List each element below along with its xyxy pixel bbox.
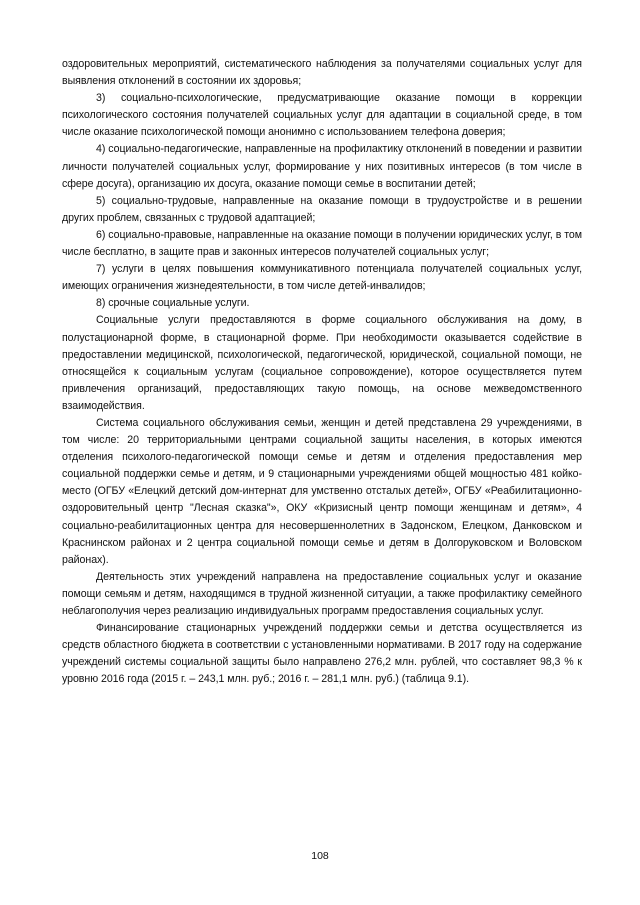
page-number: 108 [311,850,329,862]
paragraph-continuation: оздоровительных мероприятий, систематического наблюдения за получателями социальных услуг для выявления отклонений в состоянии их здоровья; [62,58,582,88]
body-text [62,56,582,688]
paragraph-item-8: 8) срочные социальные услуги. [96,297,250,310]
paragraph-item-7: 7) услуги в целях повышения коммуникативного потенциала получателей социальных услуг, имеющих ограничения жизнедеятельности, в том числе детей-инвалидов; [62,263,582,293]
paragraph-system-institutions: Система социального обслуживания семьи, женщин и детей представлена 29 учреждениями, в том числе: 20 территориальными центрами социальной защиты населения, в которых имеются отделения психолого-педагогической помощи семье и детям и отделения предоставления мер социальной поддержки семье и детям, и 9 стационарными учреждениями общей мощностью 481 койко-место (ОГБУ «Елецкий детский дом-интернат для умственно отсталых детей», ОГБУ «Реабилитационно-оздоровительный центр "Лесная сказка"», ОКУ «Кризисный центр помощи женщинам и детям», 4 социально-реабилитационных центра для несовершеннолетних в Задонском, Елецком, Данковском и Краснинском районах и 2 центра социальной помощи семье и детям в Долгоруковском и Воловском районах). [62,416,582,566]
paragraph-item-3: 3) социально-психологические, предусматривающие оказание помощи в коррекции психологического состояния получателей социальных услуг для адаптации в социальной среде, в том числе оказание психологической помощи анонимно с использованием телефона доверия; [62,92,582,139]
paragraph-service-forms: Социальные услуги предоставляются в форме социального обслуживания на дому, в полустационарной форме, в стационарной форме. При необходимости оказывается содействие в предоставлении медицинской, психологической, педагогической, юридической, социальной помощи, не относящейся к социальным услугам (социальное сопровождение), которое осуществляется путем привлечения организаций, предоставляющих такую помощь, на основе межведомственного взаимодействия. [62,314,582,412]
paragraph-item-4: 4) социально-педагогические, направленные на профилактику отклонений в поведении и развитии личности получателей социальных услуг, формирование у них позитивных интересов (в том числе в сфере досуга), организацию их досуга, оказание помощи семье в воспитании детей; [62,143,582,190]
paragraph-activity: Деятельность этих учреждений направлена на предоставление социальных услуг и оказание помощи семьям и детям, находящимся в трудной жизненной ситуации, а также профилактику семейного неблагополучия через реализацию индивидуальных программ предоставления социальных услуг. [62,570,582,617]
paragraph-financing: Финансирование стационарных учреждений поддержки семьи и детства осуществляется из средств областного бюджета в соответствии с установленными нормативами. В 2017 году на содержание учреждений системы социальной защиты было направлено 276,2 млн. рублей, что составляет 98,3 % к уровню 2016 года (2015 г. – 243,1 млн. руб.; 2016 г. – 281,1 млн. руб.) (таблица 9.1). [62,622,582,686]
paragraph-item-5: 5) социально-трудовые, направленные на оказание помощи в трудоустройстве и в решении других проблем, связанных с трудовой адаптацией; [62,194,582,224]
paragraph-item-6: 6) социально-правовые, направленные на оказание помощи в получении юридических услуг, в том числе бесплатно, в защите прав и законных интересов получателей социальных услуг; [62,228,582,259]
